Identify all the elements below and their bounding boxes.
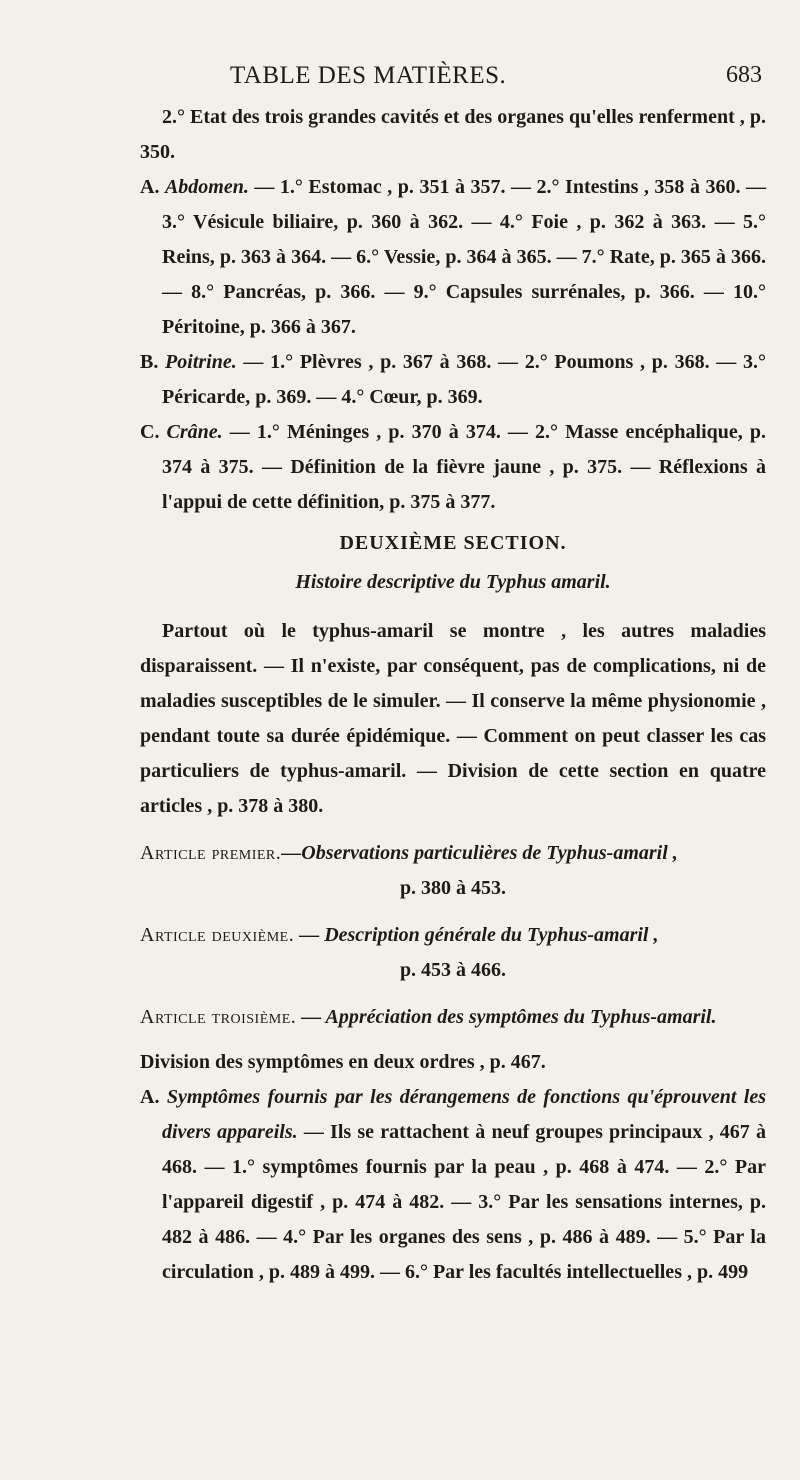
article-title: — Description générale du Typhus-amaril , <box>294 924 659 946</box>
article-entry <box>140 836 766 906</box>
entry-poitrine-title: Poitrine. <box>165 351 237 373</box>
article-label: Article premier. <box>140 842 282 864</box>
entry-symptomes-title: Symptômes fournis par les dérangemens de fonctions qu'éprouvent les divers appareils. <box>162 1086 766 1143</box>
entry-abdomen <box>140 170 766 345</box>
division-entry: Division des symptômes en deux ordres , p. 467. <box>140 1051 546 1073</box>
entry-poitrine-text: — 1.° Plèvres , p. 367 à 368. — 2.° Poumons , p. 368. — 3.° Péricarde, p. 369. — 4.° Cœur, p. 369. <box>162 351 766 408</box>
intro-entry: 2.° Etat des trois grandes cavités et des organes qu'elles renferment , p. 350. <box>140 106 766 163</box>
section-paragraph: Partout où le typhus-amaril se montre , les autres maladies disparaissent. — Il n'existe, par conséquent, pas de complications, ni de maladies susceptibles de le simuler. — Il conserve la même physionomie , pendant toute sa durée épidémique. — Comment on peut classer les cas particuliers de typhus-amaril. — Division de cette section en quatre articles , p. 378 à 380. <box>140 620 766 817</box>
running-head <box>0 62 800 92</box>
article-label: Article troisième. <box>140 1006 297 1028</box>
section-heading: DEUXIÈME SECTION. <box>339 532 567 554</box>
article-title: — Appréciation des symptômes du Typhus-amaril. <box>296 1006 717 1028</box>
entry-crane <box>140 415 766 520</box>
entry-abdomen-text: — 1.° Estomac , p. 351 à 357. — 2.° Intestins , 358 à 360. — 3.° Vésicule biliaire, p. 360 à 362. — 4.° Foie , p. 362 à 363. — 5.° Reins, p. 363 à 364. — 6.° Vessie, p. 364 à 365. — 7.° Rate, p. 365 à 366. — 8.° Pancréas, p. 366. — 9.° Capsules surrénales, p. 366. — 10.° Péritoine, p. 366 à 367. <box>162 176 766 338</box>
entry-symptomes-text: — Ils se rattachent à neuf groupes principaux , 467 à 468. — 1.° symptômes fournis par la peau , p. 468 à 474. — 2.° Par l'appareil digestif , p. 474 à 482. — 3.° Par les sensations internes, p. 482 à 486. — 4.° Par les organes des sens , p. 486 à 489. — 5.° Par la circulation , p. 489 à 499. — 6.° Par les facultés intellectuelles , p. 499 <box>162 1121 766 1283</box>
entry-abdomen-label: A. <box>140 176 165 198</box>
article-pages: p. 453 à 466. <box>399 959 507 981</box>
page-body <box>140 100 766 1290</box>
article-title: —Observations particulières de Typhus-amaril , <box>281 842 678 864</box>
entry-symptomes <box>140 1080 766 1290</box>
page-number: 683 <box>726 62 762 88</box>
entry-crane-title: Crâne. <box>166 421 223 443</box>
entry-poitrine <box>140 345 766 415</box>
article-label: Article deuxième. <box>140 924 295 946</box>
running-head-title: TABLE DES MATIÈRES. <box>230 62 507 89</box>
article-entry <box>140 918 766 988</box>
article-entry <box>140 1000 766 1035</box>
entry-poitrine-label: B. <box>140 351 166 373</box>
entry-abdomen-title: Abdomen. <box>164 176 249 198</box>
article-pages: p. 380 à 453. <box>399 877 507 899</box>
entry-crane-label: C. <box>140 421 167 443</box>
entry-crane-text: — 1.° Méninges , p. 370 à 374. — 2.° Masse encéphalique, p. 374 à 375. — Définition de la fièvre jaune , p. 375. — Réflexions à l'appui de cette définition, p. 375 à 377. <box>162 421 766 513</box>
section-subheading: Histoire descriptive du Typhus amaril. <box>295 571 611 593</box>
entry-symptomes-label: A. <box>140 1086 167 1108</box>
